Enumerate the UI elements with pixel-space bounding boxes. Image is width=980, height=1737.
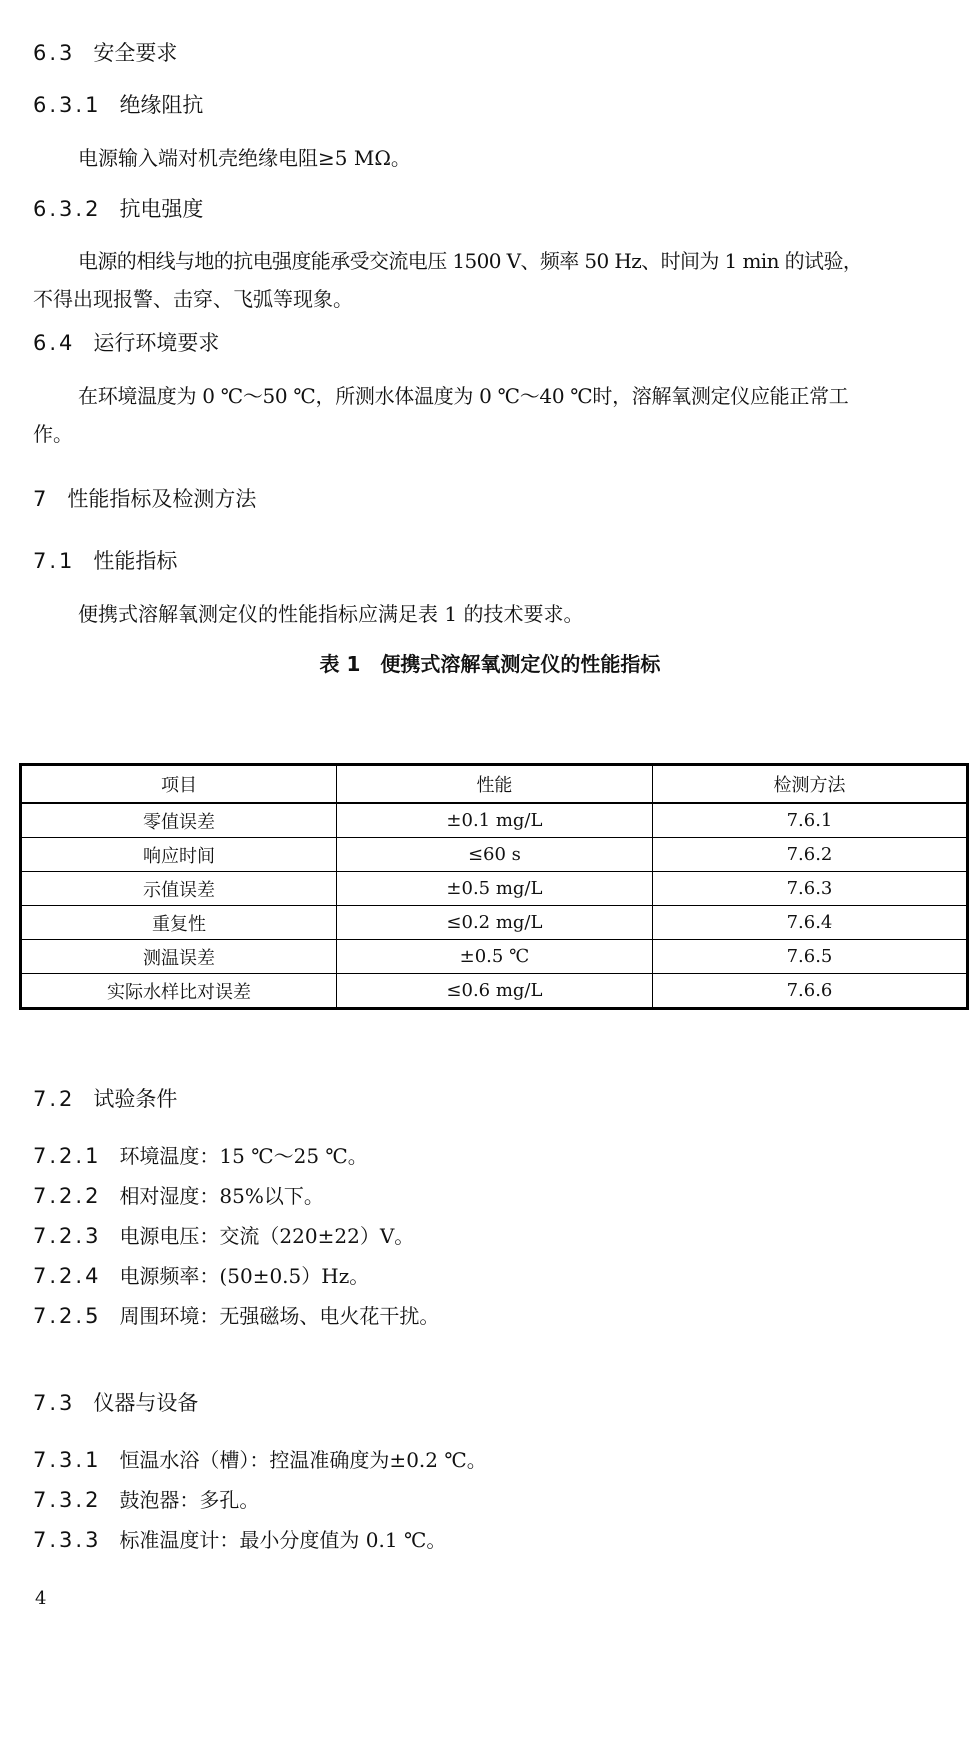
list-item	[33, 1140, 368, 1169]
item-text: 电源频率：(50±0.5）Hz。	[119, 1264, 370, 1288]
cell-performance: ≤0.2 mg/L	[336, 906, 652, 940]
item-text: 相对湿度：85%以下。	[119, 1184, 324, 1208]
cell-item: 响应时间	[21, 838, 337, 872]
item-number: 7.2.2	[33, 1184, 102, 1208]
heading-6-3-1	[33, 89, 203, 119]
heading-6-4	[33, 327, 219, 357]
list-item	[33, 1524, 446, 1553]
section-number: 7.1	[33, 549, 76, 573]
item-number: 7.2.5	[33, 1304, 102, 1328]
list-item	[33, 1444, 487, 1473]
section-number: 6.4	[33, 331, 76, 355]
section-number: 7.3	[33, 1391, 76, 1415]
header-performance: 性能	[336, 765, 652, 804]
heading-7-3	[33, 1387, 198, 1417]
table-caption: 表 1 便携式溶解氧测定仪的性能指标	[319, 652, 661, 676]
item-number: 7.3.3	[33, 1528, 102, 1552]
cell-test-method: 7.6.1	[652, 803, 967, 838]
table-row	[21, 838, 968, 872]
table-row	[21, 906, 968, 940]
paragraph-7-1: 便携式溶解氧测定仪的性能指标应满足表 1 的技术要求。	[78, 602, 584, 626]
header-item: 项目	[21, 765, 337, 804]
item-text: 周围环境：无强磁场、电火花干扰。	[119, 1304, 440, 1328]
cell-item: 零值误差	[21, 803, 337, 838]
cell-item: 重复性	[21, 906, 337, 940]
page-number: 4	[35, 1588, 47, 1609]
performance-table	[19, 763, 969, 1010]
paragraph-6-3-2-line1: 电源的相线与地的抗电强度能承受交流电压 1500 V、频率 50 Hz、时间为 1 min 的试验，	[78, 249, 863, 273]
section-title: 抗电强度	[119, 197, 204, 221]
list-item	[33, 1180, 324, 1209]
paragraph-6-4-line1: 在环境温度为 0 ℃～50 ℃，所测水体温度为 0 ℃～40 ℃时，溶解氧测定仪应能正常工	[78, 384, 849, 408]
cell-test-method: 7.6.5	[652, 940, 967, 974]
item-text: 恒温水浴（槽）：控温准确度为±0.2 ℃。	[119, 1448, 487, 1472]
cell-item: 示值误差	[21, 872, 337, 906]
section-title: 试验条件	[93, 1087, 178, 1111]
cell-item: 测温误差	[21, 940, 337, 974]
cell-test-method: 7.6.2	[652, 838, 967, 872]
item-number: 7.3.2	[33, 1488, 102, 1512]
section-number: 6.3.1	[33, 93, 102, 117]
item-text: 环境温度：15 ℃～25 ℃。	[119, 1144, 368, 1168]
list-item	[33, 1300, 439, 1329]
table-header-row	[21, 765, 968, 804]
section-title: 仪器与设备	[93, 1391, 199, 1415]
cell-test-method: 7.6.3	[652, 872, 967, 906]
section-number: 6.3.2	[33, 197, 102, 221]
table-row	[21, 872, 968, 906]
cell-performance: ±0.5 mg/L	[336, 872, 652, 906]
item-text: 鼓泡器：多孔。	[119, 1488, 260, 1512]
heading-6-3	[33, 37, 177, 67]
section-number: 7	[33, 487, 50, 511]
section-number: 7.2	[33, 1087, 76, 1111]
heading-6-3-2	[33, 193, 203, 223]
table-row	[21, 803, 968, 838]
heading-7-2	[33, 1083, 177, 1113]
heading-7-1	[33, 545, 177, 575]
cell-test-method: 7.6.6	[652, 974, 967, 1009]
paragraph-6-3-2-line2: 不得出现报警、击穿、飞弧等现象。	[33, 287, 353, 311]
table-row	[21, 974, 968, 1009]
section-title: 运行环境要求	[93, 331, 220, 355]
list-item	[33, 1220, 414, 1249]
item-number: 7.3.1	[33, 1448, 102, 1472]
list-item	[33, 1484, 259, 1513]
table-row	[21, 940, 968, 974]
item-number: 7.2.3	[33, 1224, 102, 1248]
cell-performance: ±0.1 mg/L	[336, 803, 652, 838]
cell-test-method: 7.6.4	[652, 906, 967, 940]
item-text: 标准温度计：最小分度值为 0.1 ℃。	[119, 1528, 447, 1552]
paragraph-6-3-1: 电源输入端对机壳绝缘电阻≥5 MΩ。	[78, 146, 411, 170]
cell-performance: ≤60 s	[336, 838, 652, 872]
item-number: 7.2.4	[33, 1264, 102, 1288]
heading-7	[33, 483, 256, 513]
cell-performance: ±0.5 ℃	[336, 940, 652, 974]
section-title: 性能指标及检测方法	[67, 487, 257, 511]
cell-performance: ≤0.6 mg/L	[336, 974, 652, 1009]
section-title: 绝缘阻抗	[119, 93, 204, 117]
section-number: 6.3	[33, 41, 76, 65]
item-text: 电源电压：交流（220±22）V。	[119, 1224, 415, 1248]
list-item	[33, 1260, 369, 1289]
header-test-method: 检测方法	[652, 765, 967, 804]
paragraph-6-4-line2: 作。	[33, 422, 73, 446]
cell-item: 实际水样比对误差	[21, 974, 337, 1009]
section-title: 性能指标	[93, 549, 178, 573]
item-number: 7.2.1	[33, 1144, 102, 1168]
section-title: 安全要求	[93, 41, 178, 65]
